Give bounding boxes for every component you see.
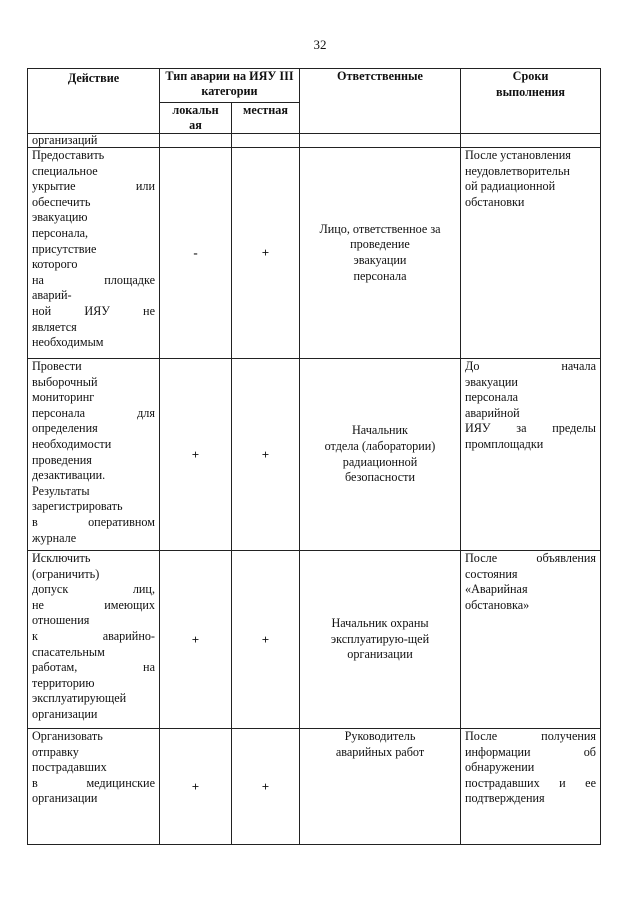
responsible-line: отдела (лаборатории) xyxy=(324,438,436,453)
local-mark: + xyxy=(160,359,232,551)
action-line: организации xyxy=(32,791,98,806)
action-line: эвакуацию xyxy=(32,210,88,225)
action-line: отправку xyxy=(32,744,79,759)
deadline-line: аварийной xyxy=(465,405,520,420)
action-cell xyxy=(28,729,160,845)
responsible-line: эксплуатирую-щей xyxy=(330,631,430,646)
deadline-line: До начала xyxy=(465,359,596,373)
local-mark: + xyxy=(160,551,232,729)
action-line: в оперативном xyxy=(32,514,155,529)
action-line: спасательным xyxy=(32,644,105,659)
responsible-line: Руководитель xyxy=(344,729,416,743)
responsible-line: Лицо, ответственное за xyxy=(319,221,441,236)
responsible-cell xyxy=(300,551,461,729)
responsible-line: персонала xyxy=(353,268,407,283)
action-line: мониторинг xyxy=(32,390,95,405)
table-row xyxy=(28,729,601,845)
responsible-line: Начальник xyxy=(352,423,408,438)
action-cell xyxy=(28,148,160,359)
action-line: работам, на xyxy=(32,660,155,675)
deadline-line: подтверждения xyxy=(465,791,545,806)
action-line: Исключить xyxy=(32,551,91,565)
action-line: (ограничить) xyxy=(32,566,100,581)
responsible-line: безопасности xyxy=(345,470,415,485)
responsible-line: радиационной xyxy=(342,454,418,469)
responsible-line: аварийных работ xyxy=(335,744,425,759)
responsible-line: организации xyxy=(347,647,413,662)
action-line: дезактивации. xyxy=(32,468,106,483)
header-accident-type: Тип аварии на ИЯУ III категории xyxy=(160,69,300,103)
deadline-line: информации об xyxy=(465,744,596,759)
local-mark: - xyxy=(160,148,232,359)
action-line: ной ИЯУ не xyxy=(32,303,155,318)
action-line: к аварийно- xyxy=(32,628,155,643)
table-row xyxy=(28,359,601,551)
responsible-cell xyxy=(300,729,461,845)
table-row xyxy=(28,551,601,729)
action-line: допуск лиц, xyxy=(32,582,155,597)
action-line: необходимым xyxy=(32,335,104,350)
deadline-line: состояния xyxy=(465,566,518,581)
local-mark: + xyxy=(160,729,232,845)
deadline-line: обстановки xyxy=(465,194,525,209)
page-number: 32 xyxy=(313,37,327,52)
responsible-line: проведение xyxy=(350,237,410,252)
action-line: необходимости xyxy=(32,436,112,451)
site-mark: + xyxy=(232,729,300,845)
action-line: персонала, xyxy=(32,225,89,240)
deadline-cell xyxy=(461,359,601,551)
action-line: зарегистрировать xyxy=(32,499,123,514)
deadline-line: обстановка» xyxy=(465,597,530,612)
deadline-line: После установления xyxy=(465,148,571,162)
responsible-cell xyxy=(300,359,461,551)
deadline-line: «Аварийная xyxy=(465,582,528,597)
header-site: местная xyxy=(232,103,300,134)
action-line: специальное xyxy=(32,163,98,178)
action-line: персонала для xyxy=(32,405,155,420)
action-line: присутствие xyxy=(32,241,97,256)
deadline-line: После получения xyxy=(465,729,596,743)
responsible-line: Начальник охраны xyxy=(331,616,429,631)
header-action: Действие xyxy=(28,69,160,134)
action-line: Провести xyxy=(32,359,82,373)
header-local: локальн ая xyxy=(160,103,232,134)
action-cell xyxy=(28,551,160,729)
responsible-cell xyxy=(300,148,461,359)
action-line: эксплуатирующей xyxy=(32,691,127,706)
deadline-line: ой радиационной xyxy=(465,179,556,194)
action-line: укрытие или xyxy=(32,179,155,194)
action-line: Организовать xyxy=(32,729,103,743)
deadline-line: персонала xyxy=(465,390,519,405)
deadline-line: промплощадки xyxy=(465,436,544,451)
site-mark: + xyxy=(232,148,300,359)
site-mark: + xyxy=(232,551,300,729)
header-deadline: Сроки выполнения xyxy=(461,69,601,134)
action-line: на площадке xyxy=(32,272,155,287)
responsible-line: эвакуации xyxy=(353,253,407,267)
deadline-line: обнаружении xyxy=(465,760,535,775)
action-line: проведения xyxy=(32,452,92,467)
action-line: не имеющих xyxy=(32,597,155,612)
deadline-line: пострадавших и ее xyxy=(465,775,596,790)
action-line: аварий- xyxy=(32,288,72,303)
site-mark: + xyxy=(232,359,300,551)
action-line: обеспечить xyxy=(32,194,91,209)
deadline-line: После объявления xyxy=(465,551,596,565)
deadline-cell xyxy=(461,148,601,359)
deadline-line: ИЯУ за пределы xyxy=(465,421,596,436)
table-row xyxy=(28,148,601,359)
action-line: организации xyxy=(32,706,98,721)
action-line: Предоставить xyxy=(32,148,105,162)
actions-table xyxy=(27,68,601,845)
action-line: которого xyxy=(32,257,78,272)
action-cell xyxy=(28,359,160,551)
action-line: территорию xyxy=(32,675,95,690)
deadline-cell xyxy=(461,729,601,845)
action-line: Результаты xyxy=(32,483,90,498)
action-line: пострадавших xyxy=(32,760,107,775)
header-responsible: Ответственные xyxy=(300,69,461,134)
action-line: является xyxy=(32,319,77,334)
action-line: журнале xyxy=(32,530,77,545)
carry-over-text: организаций xyxy=(28,134,160,148)
action-line: определения xyxy=(32,421,98,436)
deadline-line: эвакуации xyxy=(465,374,518,389)
action-line: отношения xyxy=(32,613,90,628)
action-line: в медицинские xyxy=(32,775,155,790)
deadline-cell xyxy=(461,551,601,729)
action-line: выборочный xyxy=(32,374,98,389)
deadline-line: неудовлетворительн xyxy=(465,163,570,178)
